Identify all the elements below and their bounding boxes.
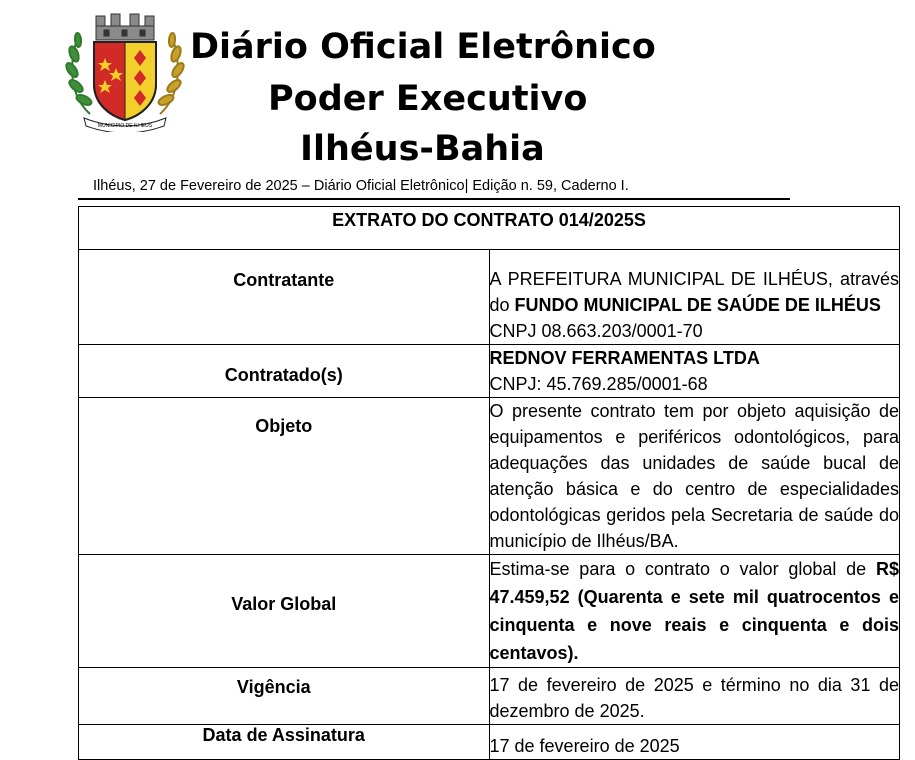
title-ilheus-bahia: Ilhéus-Bahia bbox=[300, 129, 545, 169]
laurel-left bbox=[64, 33, 93, 114]
row-contratante bbox=[79, 250, 900, 345]
vigencia-text: 17 de fevereiro de 2025 e término no dia 31 de dezembro de 2025. bbox=[489, 675, 899, 721]
title-diario-oficial: Diário Oficial Eletrônico bbox=[190, 27, 656, 67]
mural-crown bbox=[96, 14, 154, 40]
label-assinatura-text: Data de Assinatura bbox=[202, 725, 365, 745]
valor-amount: R$ 47.459,52 (Quarenta e sete mil quatrocentos e cinquenta e nove reais e cinquenta e dois centavos). bbox=[489, 559, 899, 663]
contract-extract-table bbox=[78, 206, 900, 760]
label-contratante-text: Contratante bbox=[233, 270, 335, 290]
valor-text: Estima-se para o contrato o valor global de bbox=[489, 559, 876, 579]
contratante-cnpj: CNPJ 08.663.203/0001-70 bbox=[489, 321, 703, 341]
value-contratado bbox=[489, 345, 900, 398]
label-contratado-text: Contratado(s) bbox=[224, 365, 343, 385]
shield bbox=[94, 42, 156, 120]
value-assinatura bbox=[489, 725, 900, 760]
contratante-text: A PREFEITURA MUNICIPAL DE ILHÉUS, através do bbox=[489, 269, 899, 315]
label-objeto bbox=[79, 398, 490, 555]
title-poder-executivo: Poder Executivo bbox=[268, 79, 588, 119]
label-vigencia bbox=[79, 668, 490, 725]
label-objeto-text: Objeto bbox=[255, 416, 313, 436]
label-contratado bbox=[79, 345, 490, 398]
row-contratado bbox=[79, 345, 900, 398]
label-contratante bbox=[79, 250, 490, 345]
contract-heading: EXTRATO DO CONTRATO 014/2025S bbox=[79, 207, 900, 250]
label-valor-text: Valor Global bbox=[231, 594, 337, 614]
row-objeto bbox=[79, 398, 900, 555]
contratante-fundo: FUNDO MUNICIPAL DE SAÚDE DE ILHÉUS bbox=[514, 295, 881, 315]
label-vigencia-text: Vigência bbox=[236, 677, 311, 697]
edition-divider bbox=[78, 198, 790, 200]
assinatura-text: 17 de fevereiro de 2025 bbox=[489, 736, 680, 756]
value-objeto bbox=[489, 398, 900, 555]
row-vigencia bbox=[79, 668, 900, 725]
objeto-text: O presente contrato tem por objeto aquisição de equipamentos e periféricos odontológicos, para adequações das unidades de saúde bucal de atenção básica e do centro de especialidades odontológicas geridos pela Secretaria de saúde do município de Ilhéus/BA. bbox=[489, 401, 899, 551]
municipal-crest-logo bbox=[60, 6, 190, 132]
value-valor bbox=[489, 555, 900, 668]
edition-line: Ilhéus, 27 de Fevereiro de 2025 – Diário Oficial Eletrônico| Edição n. 59, Caderno I. bbox=[93, 178, 629, 194]
row-data-assinatura bbox=[79, 725, 900, 760]
laurel-right bbox=[157, 33, 186, 114]
contratado-cnpj: CNPJ: 45.769.285/0001-68 bbox=[489, 374, 708, 394]
label-assinatura bbox=[79, 725, 490, 760]
table-header-row bbox=[79, 207, 900, 250]
crest-motto: MUNICIPIO DE ILHEUS bbox=[97, 123, 153, 129]
value-contratante bbox=[489, 250, 900, 345]
value-vigencia bbox=[489, 668, 900, 725]
row-valor-global bbox=[79, 555, 900, 668]
label-valor bbox=[79, 555, 490, 668]
contratado-name: REDNOV FERRAMENTAS LTDA bbox=[489, 348, 760, 368]
